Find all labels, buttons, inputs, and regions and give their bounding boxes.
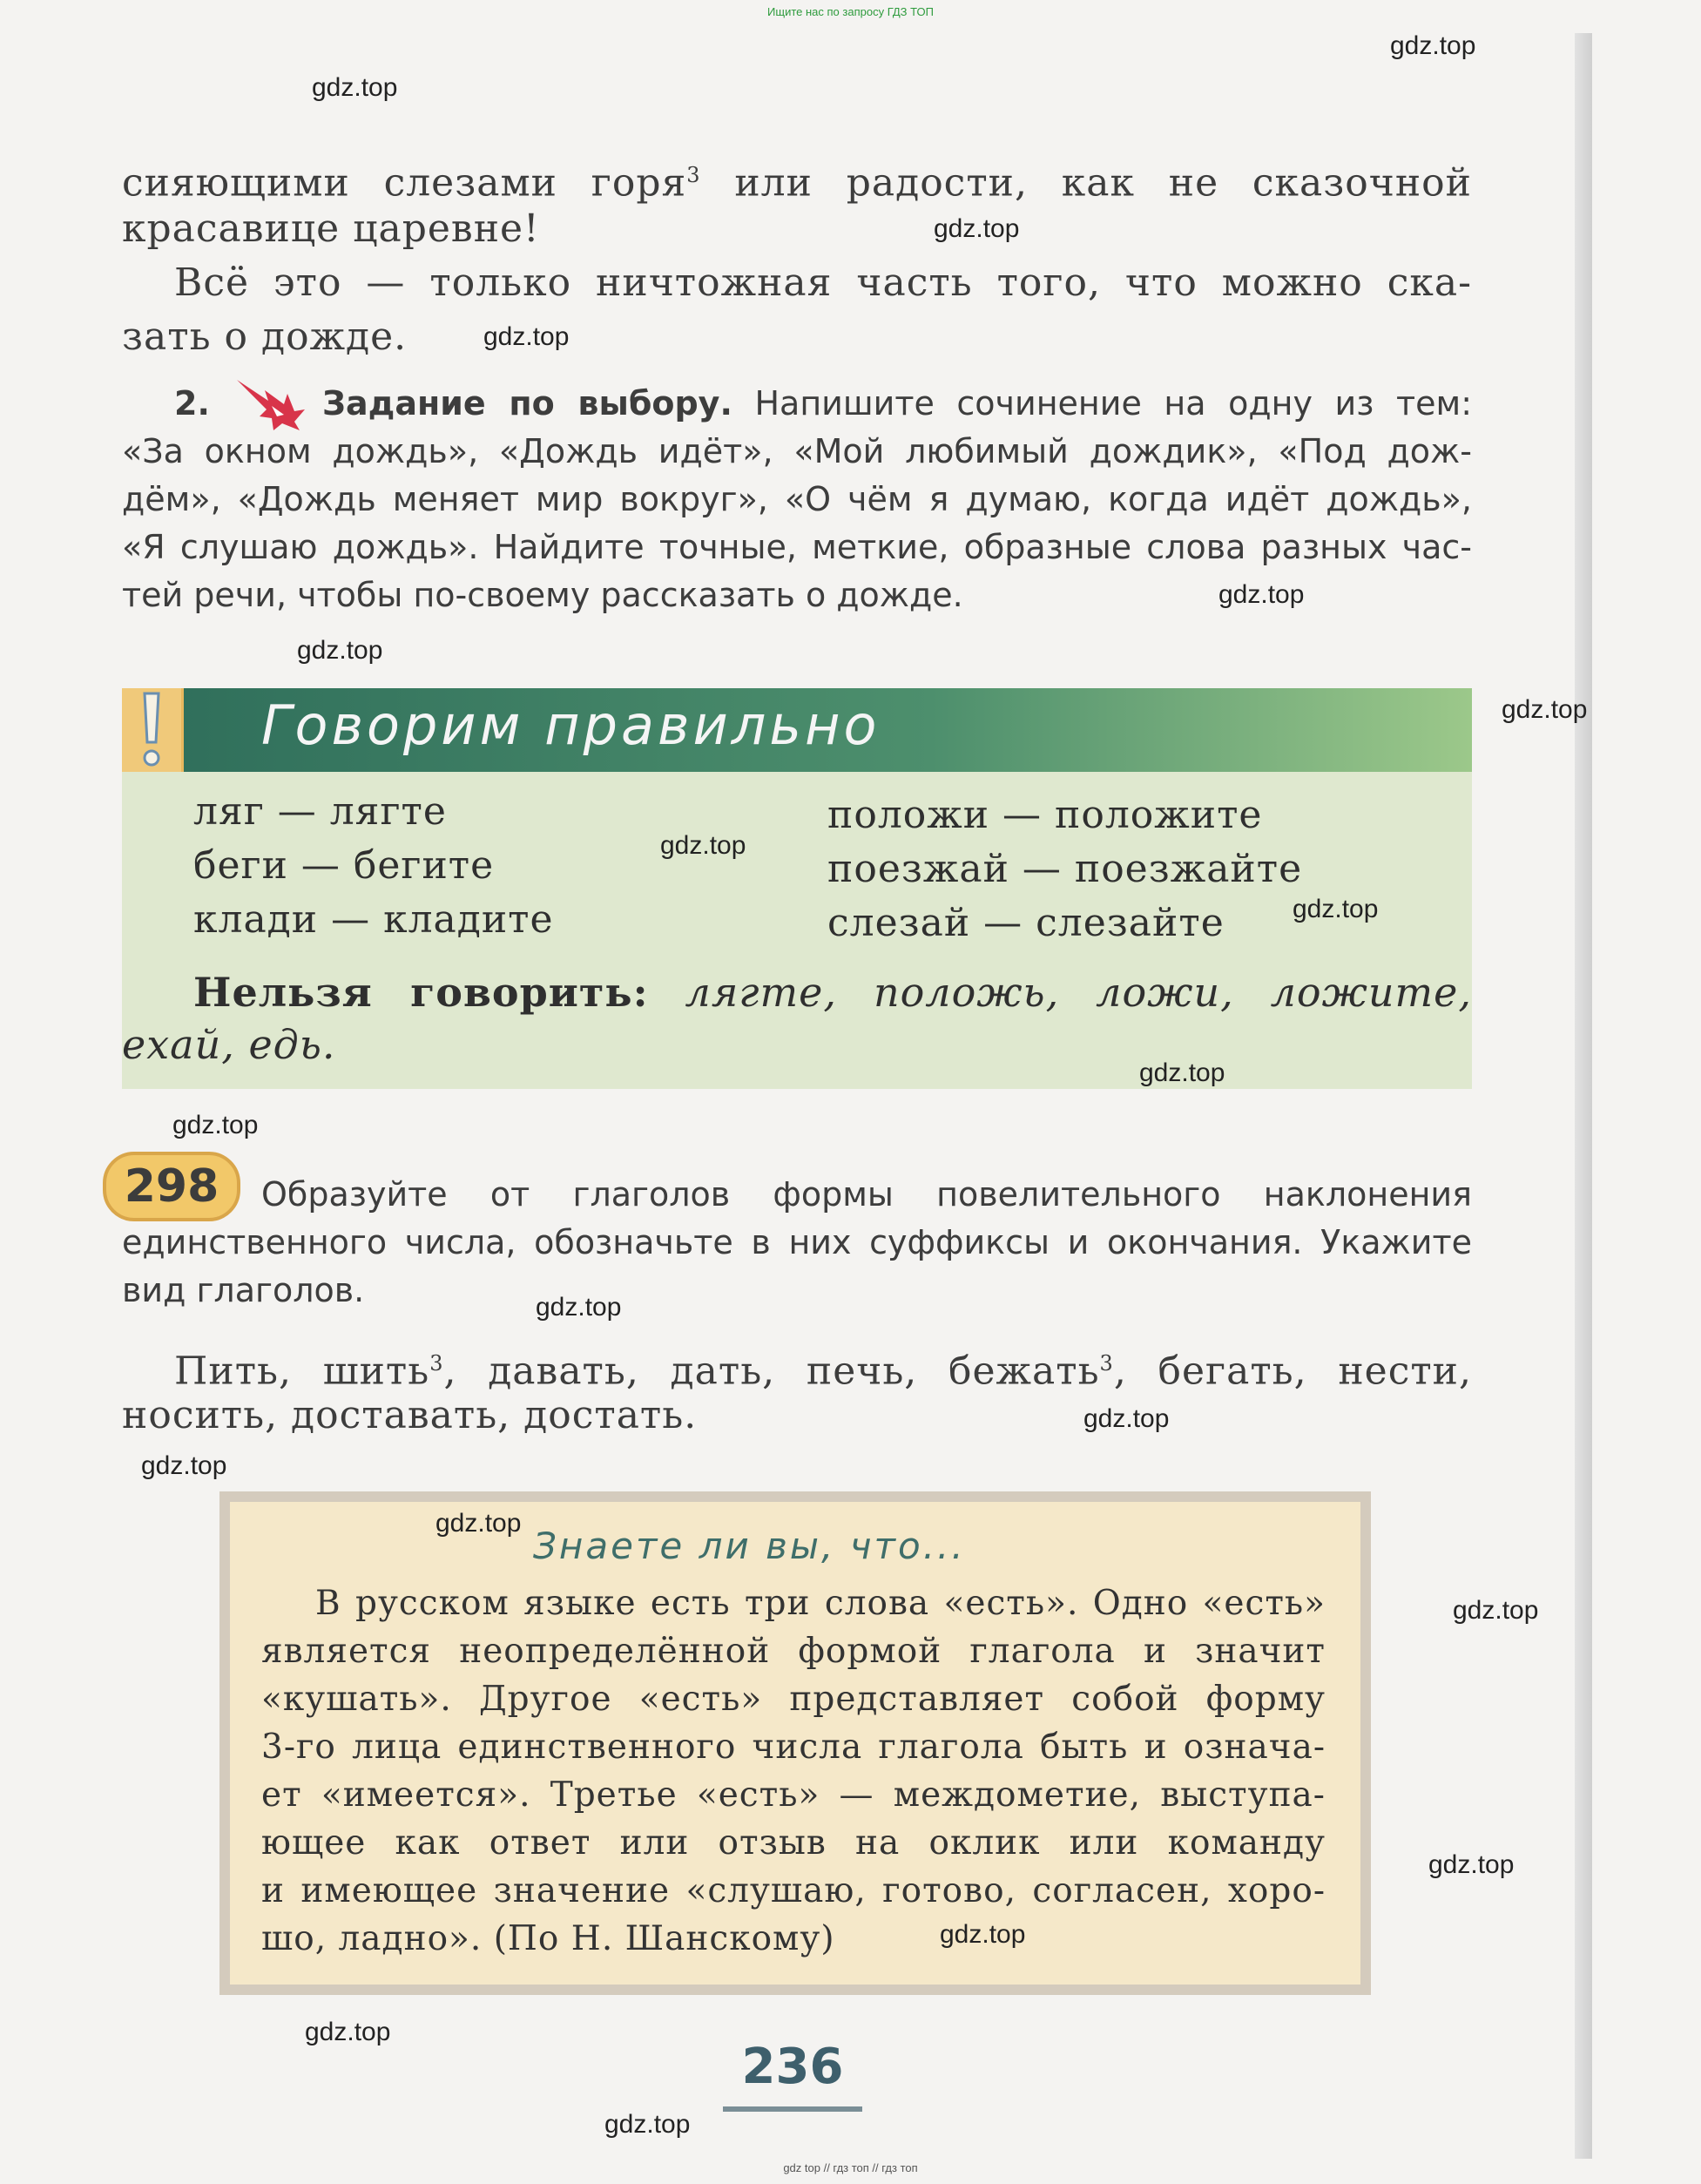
znaete-line-6: ющее как ответ или отзыв на оклик или команду <box>261 1823 1326 1863</box>
znaete-line-1: В русском языке есть три слова «есть». Одно «есть» <box>315 1584 1326 1623</box>
znaete-line-5: ет «имеется». Третье «есть» — междометие, выступа- <box>261 1775 1326 1815</box>
forbidden-line-2: ехай, едь. <box>122 1021 336 1068</box>
bottom-note: gdz top // гдз топ // гдз топ <box>783 2161 918 2174</box>
watermark: gdz.top <box>1502 695 1588 724</box>
task2-line-1: Задание по выбору. Напишите сочинение на одну из тем: <box>322 384 1472 423</box>
govorim-flag <box>122 688 184 772</box>
watermark: gdz.top <box>1293 895 1379 923</box>
exercise-line-1: Образуйте от глаголов формы повелительного наклонения <box>261 1175 1472 1214</box>
task2-line-3: дём», «Дождь меняет мир вокруг», «О чём я думаю, когда идёт дождь», <box>122 480 1472 518</box>
intro-line-2: красавице царевне! <box>122 206 540 251</box>
exclamation-icon <box>122 688 181 772</box>
pair-right-1: положи — положите <box>827 793 1263 837</box>
watermark: gdz.top <box>1083 1404 1170 1433</box>
watermark: gdz.top <box>934 214 1020 243</box>
intro-line-3: Всё это — только ничтожная часть того, что можно ска- <box>174 260 1472 305</box>
watermark: gdz.top <box>172 1111 259 1139</box>
watermark: gdz.top <box>435 1509 522 1538</box>
watermark: gdz.top <box>660 831 746 860</box>
znaete-line-7: и имеющее значение «слушаю, готово, согласен, хоро- <box>261 1871 1326 1910</box>
page-number-underline <box>723 2106 862 2112</box>
znaete-line-8: шо, ладно». (По Н. Шанскому) <box>261 1919 835 1958</box>
pair-right-3: слезай — слезайте <box>827 901 1225 945</box>
watermark: gdz.top <box>1453 1596 1539 1625</box>
forbidden-line-1: Нельзя говорить: лягте, положь, ложи, ложите, <box>193 969 1473 1016</box>
watermark: gdz.top <box>1428 1850 1515 1879</box>
znaete-title: Знаете ли вы, что... <box>533 1525 966 1567</box>
star-burst-icon <box>233 375 307 432</box>
watermark: gdz.top <box>1139 1058 1225 1087</box>
exercise-number-badge: 298 <box>103 1152 240 1221</box>
watermark: gdz.top <box>1390 31 1476 60</box>
exercise-line-3: вид глаголов. <box>122 1271 365 1309</box>
intro-line-1: сияющими слезами горя$^3$ или радости, как не сказочной <box>122 160 1473 206</box>
watermark: gdz.top <box>483 322 570 351</box>
intro-line-4: зать о дожде. <box>122 314 408 359</box>
pair-left-3: клади — кладите <box>193 897 554 942</box>
pair-right-2: поезжай — поезжайте <box>827 847 1303 891</box>
exercise-words-1: Пить, шить$^3$, давать, дать, печь, бежать$^3$, бегать, нести, <box>174 1349 1472 1394</box>
page-edge <box>1575 33 1592 2159</box>
watermark: gdz.top <box>604 2110 691 2139</box>
page-number: 236 <box>741 2039 844 2095</box>
task2-line-4: «Я слушаю дождь». Найдите точные, меткие, образные слова разных час- <box>122 528 1472 566</box>
task2-number: 2. <box>174 384 210 423</box>
exercise-line-2: единственного числа, обозначьте в них суффиксы и окончания. Укажите <box>122 1223 1472 1261</box>
znaete-line-3: «кушать». Другое «есть» представляет собой форму <box>261 1680 1326 1719</box>
top-note: Ищите нас по запросу ГДЗ ТОП <box>767 5 934 18</box>
watermark: gdz.top <box>1218 580 1305 609</box>
watermark: gdz.top <box>536 1293 622 1322</box>
watermark: gdz.top <box>940 1920 1026 1949</box>
task2-line-2: «За окном дождь», «Дождь идёт», «Мой любимый дождик», «Под дож- <box>122 432 1472 470</box>
watermark: gdz.top <box>305 2018 391 2046</box>
watermark: gdz.top <box>297 636 383 665</box>
exercise-words-2: носить, доставать, достать. <box>122 1393 698 1437</box>
znaete-line-2: является неопределённой формой глагола и значит <box>261 1632 1326 1671</box>
znaete-line-4: 3-го лица единственного числа глагола быть и означа- <box>261 1728 1326 1767</box>
watermark: gdz.top <box>141 1451 227 1480</box>
pair-left-1: ляг — лягте <box>193 789 447 834</box>
watermark: gdz.top <box>312 73 398 102</box>
pair-left-2: беги — бегите <box>193 843 495 888</box>
govorim-title: Говорим правильно <box>261 693 881 757</box>
task2-line-5: тей речи, чтобы по-своему рассказать о дожде. <box>122 576 963 614</box>
